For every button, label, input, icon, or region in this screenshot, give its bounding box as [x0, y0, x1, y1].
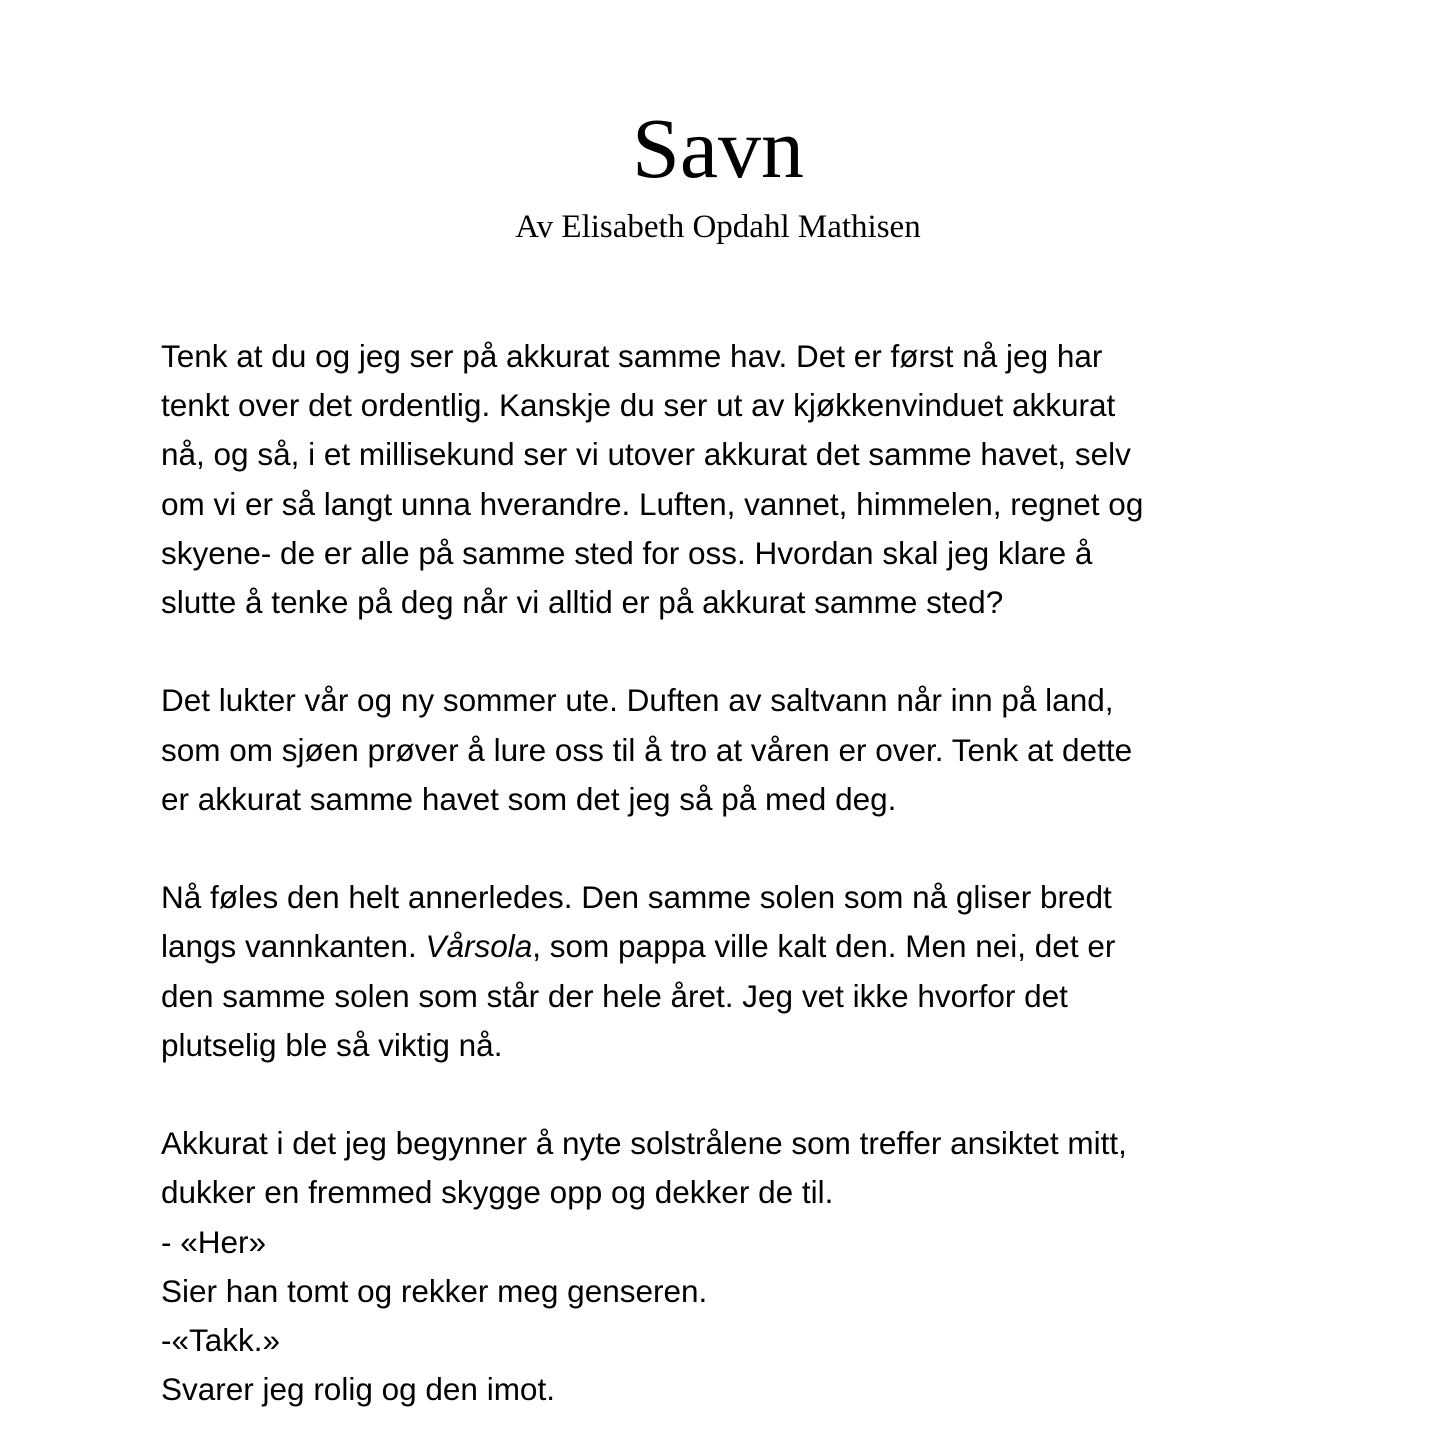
text-line: Svarer jeg rolig og den imot.: [161, 1371, 555, 1408]
text-line: den samme solen som står der hele året. Jeg vet ikke hvorfor det: [161, 977, 1068, 1014]
dialogue-line: -«Takk.»: [161, 1322, 281, 1359]
text-line: om vi er så langt unna hverandre. Luften, vannet, himmelen, regnet og: [161, 485, 1144, 522]
text-line: Nå føles den helt annerledes. Den samme solen som nå gliser bredt: [161, 879, 1112, 916]
paragraph-4: [161, 1119, 1281, 1414]
text-segment: , som pappa ville kalt den. Men nei, det er: [532, 928, 1116, 965]
text-line: dukker en fremmed skygge opp og dekker de til.: [161, 1174, 834, 1211]
emphasized-word: Vårsola: [425, 928, 533, 965]
text-line: Akkurat i det jeg begynner å nyte solstrålene som treffer ansiktet mitt,: [161, 1125, 1127, 1162]
text-line-with-emphasis: [161, 922, 1281, 971]
text-line: Sier han tomt og rekker meg genseren.: [161, 1272, 708, 1309]
text-line: er akkurat samme havet som det jeg så på med deg.: [161, 780, 897, 817]
text-line: som om sjøen prøver å lure oss til å tro at våren er over. Tenk at dette: [161, 731, 1133, 768]
author-byline: Av Elisabeth Opdahl Mathisen: [515, 209, 921, 245]
text-segment: langs vannkanten.: [161, 928, 426, 965]
paragraph-3: [161, 873, 1281, 1070]
text-line: plutselig ble så viktig nå.: [161, 1026, 503, 1063]
dialogue-line: - «Her»: [161, 1223, 267, 1260]
text-line: Det lukter vår og ny sommer ute. Duften av saltvann når inn på land,: [161, 682, 1114, 719]
text-line: Tenk at du og jeg ser på akkurat samme hav. Det er først nå jeg har: [161, 338, 1103, 374]
text-line: slutte å tenke på deg når vi alltid er på akkurat samme sted?: [161, 584, 1004, 621]
text-line: skyene- de er alle på samme sted for oss. Hvordan skal jeg klare å: [161, 534, 1093, 571]
story-body: [161, 332, 1281, 1414]
paragraph-2: [161, 676, 1281, 824]
text-line: tenkt over det ordentlig. Kanskje du ser ut av kjøkkenvinduet akkurat: [161, 387, 1116, 424]
paragraph-1: [161, 332, 1281, 627]
story-title: Savn: [632, 100, 804, 196]
text-line: nå, og så, i et millisekund ser vi utover akkurat det samme havet, selv: [161, 436, 1131, 473]
